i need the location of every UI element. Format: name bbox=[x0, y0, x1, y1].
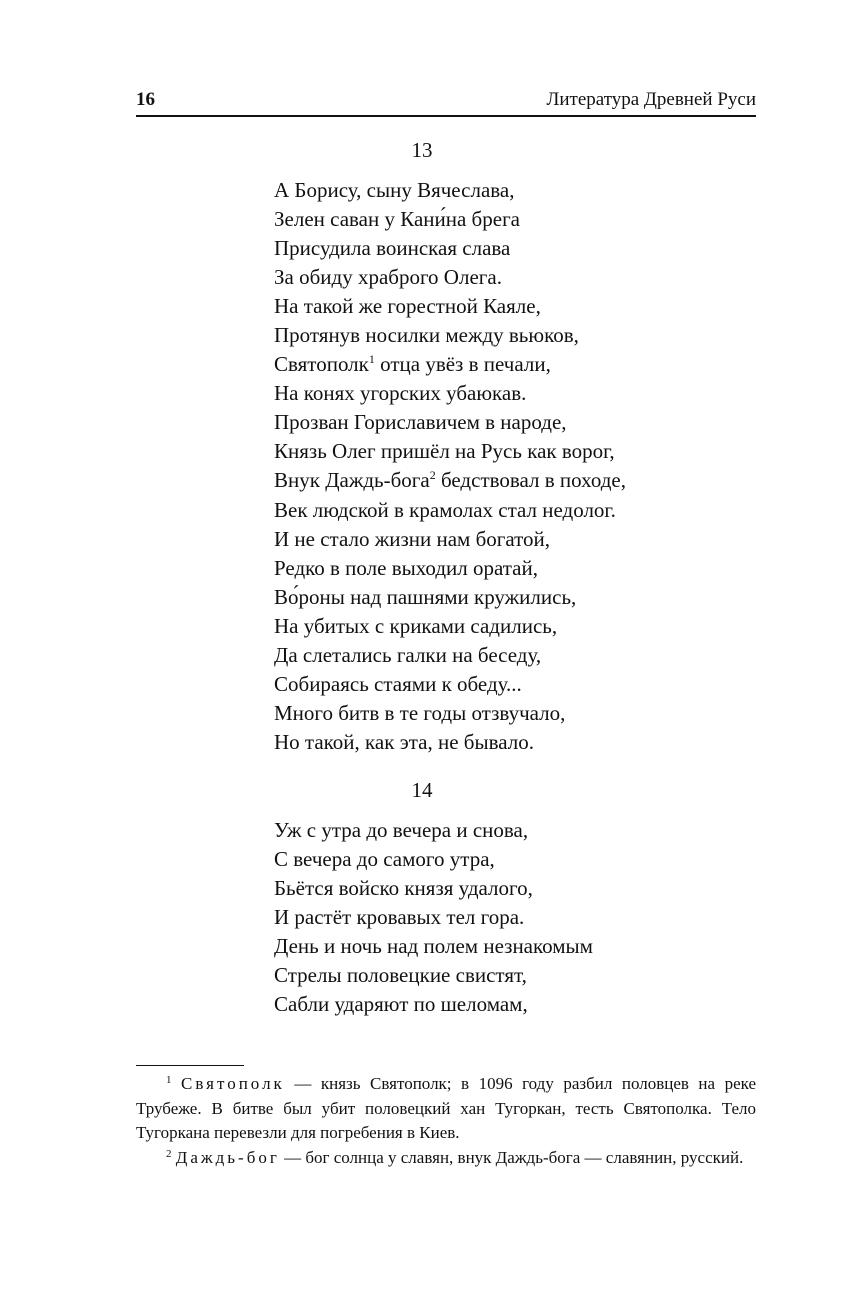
verse-line: Присудила воинская слава bbox=[274, 236, 511, 261]
verse-line: Но такой, как эта, не бывало. bbox=[274, 729, 534, 754]
verse-line bbox=[274, 350, 626, 379]
footnote-marker: 1 bbox=[368, 352, 375, 367]
verse-text: отца увёз в печали, bbox=[374, 352, 551, 377]
footnote-text: — бог солнца у славян, внук Даждь-бога — славянин, русский. bbox=[279, 1147, 744, 1167]
verse-line: А Борису, сыну Вячеслава, bbox=[274, 178, 515, 202]
stanza-number: 14 bbox=[411, 778, 433, 802]
verse-line: Стрелы половецкие свистят, bbox=[274, 963, 527, 988]
stanza-13 bbox=[274, 176, 626, 757]
footnote-term: Святополк bbox=[181, 1074, 285, 1093]
verse-line: День и ночь над полем незнакомым bbox=[274, 934, 593, 959]
page-number: 16 bbox=[136, 89, 155, 110]
verse-line: Уж с утра до вечера и снова, bbox=[274, 818, 529, 842]
verse-line: Бьётся войско князя удалого, bbox=[274, 876, 533, 901]
verse-text: Внук Даждь-бога bbox=[274, 468, 430, 493]
verse-line: Век людской в крамолах стал недолог. bbox=[274, 497, 616, 522]
header-rule bbox=[136, 115, 756, 117]
verse-line: На такой же горестной Каяле, bbox=[274, 294, 541, 319]
verse-line: Да слетались галки на беседу, bbox=[274, 642, 542, 667]
running-title: Литература Древней Руси bbox=[546, 89, 756, 110]
footnote-term: Даждь-бог bbox=[175, 1147, 280, 1167]
verse-line: Много битв в те годы отзвучало, bbox=[274, 700, 566, 725]
stanza-14 bbox=[274, 816, 593, 1019]
verse-text: Святополк bbox=[274, 352, 369, 377]
verse-line: Князь Олег пришёл на Русь как ворог, bbox=[274, 439, 615, 464]
verse-line: Зелен саван у Кани́на брега bbox=[274, 207, 521, 232]
verse-line: И не стало жизни нам богатой, bbox=[274, 526, 551, 551]
verse-line: За обиду храброго Олега. bbox=[274, 265, 502, 290]
verse-line bbox=[274, 466, 626, 495]
verse-line: Прозван Гориславичем в народе, bbox=[274, 410, 567, 435]
verse-line: И растёт кровавых тел гора. bbox=[274, 905, 525, 930]
page-header bbox=[136, 86, 756, 114]
verse-line: Собираясь стаями к обеду... bbox=[274, 671, 522, 696]
verse-line: Во́роны над пашнями кружились, bbox=[274, 584, 577, 609]
footnote-rule bbox=[136, 1065, 244, 1066]
verse-text: бедствовал в походе, bbox=[435, 468, 626, 493]
footnotes bbox=[136, 1072, 756, 1170]
stanza-number: 13 bbox=[411, 138, 433, 162]
verse-line: Протянув носилки между вьюков, bbox=[274, 323, 579, 348]
footnote-marker: 2 bbox=[429, 468, 436, 483]
footnote-2 bbox=[136, 1146, 756, 1171]
verse-line: Редко в поле выходил оратай, bbox=[274, 555, 538, 580]
footnote-number: 2 bbox=[166, 1147, 172, 1160]
verse-line: На убитых с криками садились, bbox=[274, 613, 558, 638]
verse-line: На конях угорских убаюкав. bbox=[274, 381, 527, 406]
footnote-number: 1 bbox=[166, 1074, 172, 1086]
footnote-1 bbox=[136, 1072, 756, 1146]
footnote-text: — князь Святополк; в 1096 году разбил половцев на реке Трубеже. В битве был убит половецкий хан Тугоркан, тесть Святополка. Тело Тугоркана перевезли для погребения в Киев. bbox=[136, 1074, 756, 1142]
verse-line: Сабли ударяют по шеломам, bbox=[274, 992, 528, 1017]
verse-line: С вечера до самого утра, bbox=[274, 847, 495, 872]
